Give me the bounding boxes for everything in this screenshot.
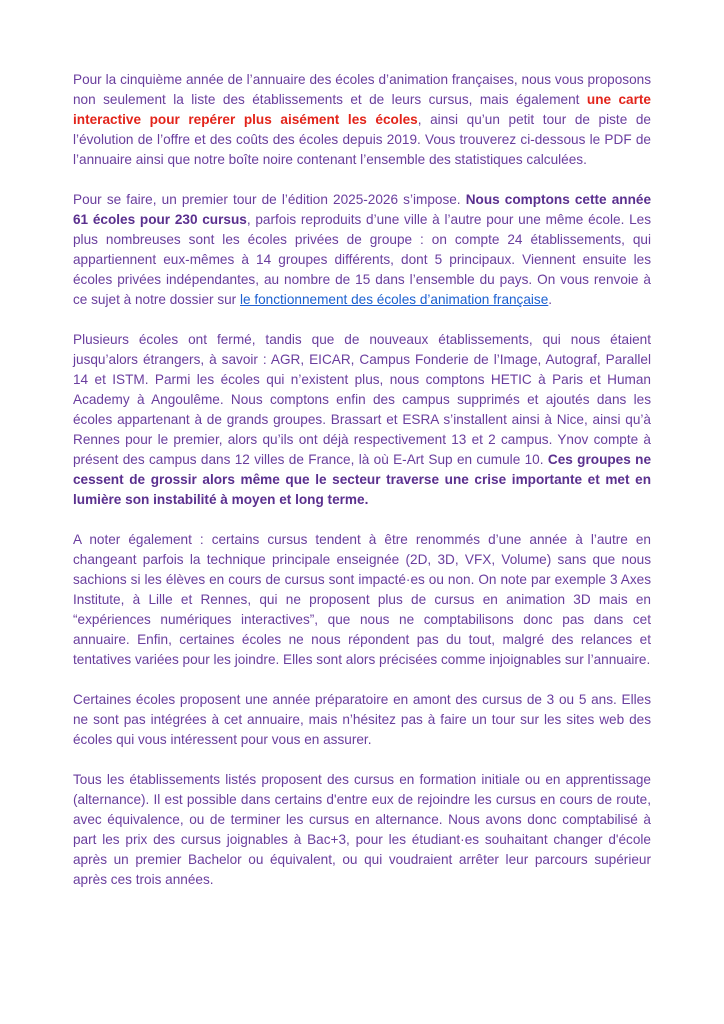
intro-text-continued: , ainsi qu’un petit tour de piste de l’évolution de l’offre et des coûts des écoles depuis 2019. Vous trouverez ci-dessous le PDF de l’annuaire ainsi que notre boîte noire contenant l’ensemble des statistiques calculées. xyxy=(73,112,651,167)
edition-text-continued: , parfois reproduits d’une ville à l’autre pour une même école. Les plus nombreuses sont les écoles privées de groupe : on compte 24 établissements, qui appartiennent eux-mêmes à 14 groupes différents, dont 5 principaux. Viennent ensuite les écoles privées indépendantes, au nombre de 15 dans l’ensemble du pays. On vous renvoie à ce sujet à notre dossier sur xyxy=(73,212,651,307)
closures-text: Plusieurs écoles ont fermé, tandis que de nouveaux établissements, qui nous étaient jusqu’alors étrangers, à savoir : AGR, EICAR, Campus Fonderie de l’Image, Autograf, Parallel 14 et ISTM. Parmi les écoles qui n’existent plus, nous comptons HETIC à Paris et Human Academy à Angoulême. Nous comptons enfin des campus supprimés et ajoutés dans les écoles appartenant à de grands groupes. Brassart et ESRA s’installent ainsi à Nice, ainsi qu’à Rennes pour le premier, alors qu’ils ont déjà respectivement 13 et 2 campus. Ynov compte à présent des campus dans 12 villes de France, là où E-Art Sup en cumule 10. xyxy=(73,332,651,467)
schools-functioning-link[interactable]: le fonctionnement des écoles d’animation française xyxy=(239,292,549,307)
article-body xyxy=(73,70,651,910)
paragraph-apprenticeship: Tous les établissements listés proposent des cursus en formation initiale ou en apprentissage (alternance). Il est possible dans certains d'entre eux de rejoindre les cursus en cours de route, avec équivalence, ou de terminer les cursus en alternance. Nous avons donc comptabilisé à part les prix des cursus joignables à Bac+3, pour les étudiant·es souhaitant changer d'école après un premier Bachelor ou équivalent, ou qui voudraient arrêter leur parcours supérieur après ces trois années. xyxy=(73,772,651,887)
schools-count-highlight: Nous comptons cette année 61 écoles pour 230 cursus xyxy=(73,192,651,227)
intro-text: Pour la cinquième année de l’annuaire des écoles d’animation françaises, nous vous proposons non seulement la liste des établissements et de leurs cursus, mais également xyxy=(73,72,651,107)
interactive-map-highlight: une carte interactive pour repérer plus aisément les écoles xyxy=(73,92,651,127)
paragraph-preparatory-year: Certaines écoles proposent une année préparatoire en amont des cursus de 3 ou 5 ans. Elles ne sont pas intégrées à cet annuaire, mais n’hésitez pas à faire un tour sur les sites web des écoles qui vous intéressent pour vous en assurer. xyxy=(73,692,651,747)
paragraph-edition-overview xyxy=(73,190,651,310)
edition-text-end: . xyxy=(548,292,553,307)
paragraph-renamed-cursus: A noter également : certains cursus tendent à être renommés d’une année à l’autre en changeant parfois la technique principale enseignée (2D, 3D, VFX, Volume) sans que nous sachions si les élèves en cours de cursus sont impacté·es ou non. On note par exemple 3 Axes Institute, à Lille et Rennes, qui ne proposent plus de cursus en animation 3D mais en “expériences numériques interactives”, que nous ne comptabilisons donc pas dans cet annuaire. Enfin, certaines écoles ne nous répondent pas du tout, malgré des relances et tentatives variées pour les joindre. Elles sont alors précisées comme injoignables sur l’annuaire. xyxy=(73,532,651,667)
edition-text: Pour se faire, un premier tour de l’édition 2025-2026 s’impose. xyxy=(73,192,466,207)
groups-growth-highlight: Ces groupes ne cessent de grossir alors même que le secteur traverse une crise importante et met en lumière son instabilité à moyen et long terme. xyxy=(73,452,652,507)
paragraph-intro xyxy=(73,70,651,170)
paragraph-closures xyxy=(73,330,651,510)
